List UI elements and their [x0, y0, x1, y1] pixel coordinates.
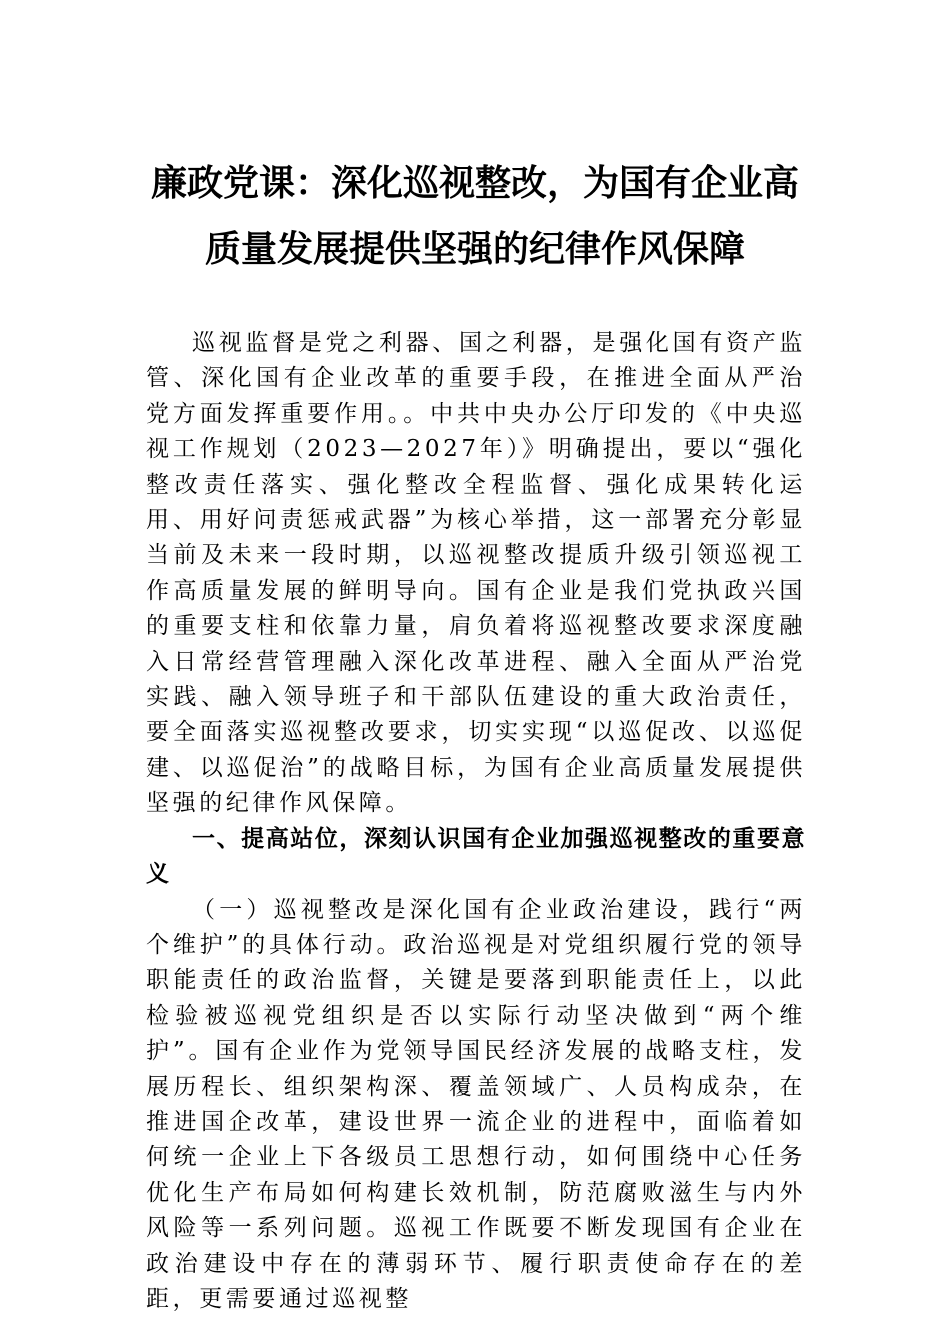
document-body: [146, 326, 806, 1317]
intro-paragraph: 巡视监督是党之利器、国之利器，是强化国有资产监管、深化国有企业改革的重要手段，在推进全面从严治党方面发挥重要作用。。中共中央办公厅印发的《中央巡视工作规划（2023—2027年）》明确提出，要以“强化整改责任落实、强化整改全程监督、强化成果转化运用、用好问责惩戒武器”为核心举措，这一部署充分彰显当前及未来一段时期，以巡视整改提质升级引领巡视工作高质量发展的鲜明导向。国有企业是我们党执政兴国的重要支柱和依靠力量，肩负着将巡视整改要求深度融入日常经营管理融入深化改革进程、融入全面从严治党实践、融入领导班子和干部队伍建设的重大政治责任，要全面落实巡视整改要求，切实实现“以巡促改、以巡促建、以巡促治”的战略目标，为国有企业高质量发展提供坚强的纪律作风保障。: [146, 330, 806, 817]
section-1-heading: 一、提高站位，深刻认识国有企业加强巡视整改的重要意义: [146, 825, 806, 888]
document-title-line-2: 质量发展提供坚强的纪律作风保障: [204, 229, 745, 270]
document-title-line-1: 廉政党课：深化巡视整改，为国有企业高: [150, 163, 799, 204]
section-1-subsection-1-paragraph: （一）巡视整改是深化国有企业政治建设，践行“两个维护”的具体行动。政治巡视是对党组织履行党的领导职能责任的政治监督，关键是要落到职能责任上，以此检验被巡视党组织是否以实际行动坚决做到“两个维护”。国有企业作为党领导国民经济发展的战略支柱，发展历程长、组织架构深、覆盖领域广、人员构成杂，在推进国企改革，建设世界一流企业的进程中，面临着如何统一企业上下各级员工思想行动，如何围绕中心任务优化生产布局如何构建长效机制，防范腐败滋生与内外风险等一系列问题。巡视工作既要不断发现国有企业在政治建设中存在的薄弱环节、履行职责使命存在的差距，更需要通过巡视整: [146, 896, 806, 1312]
